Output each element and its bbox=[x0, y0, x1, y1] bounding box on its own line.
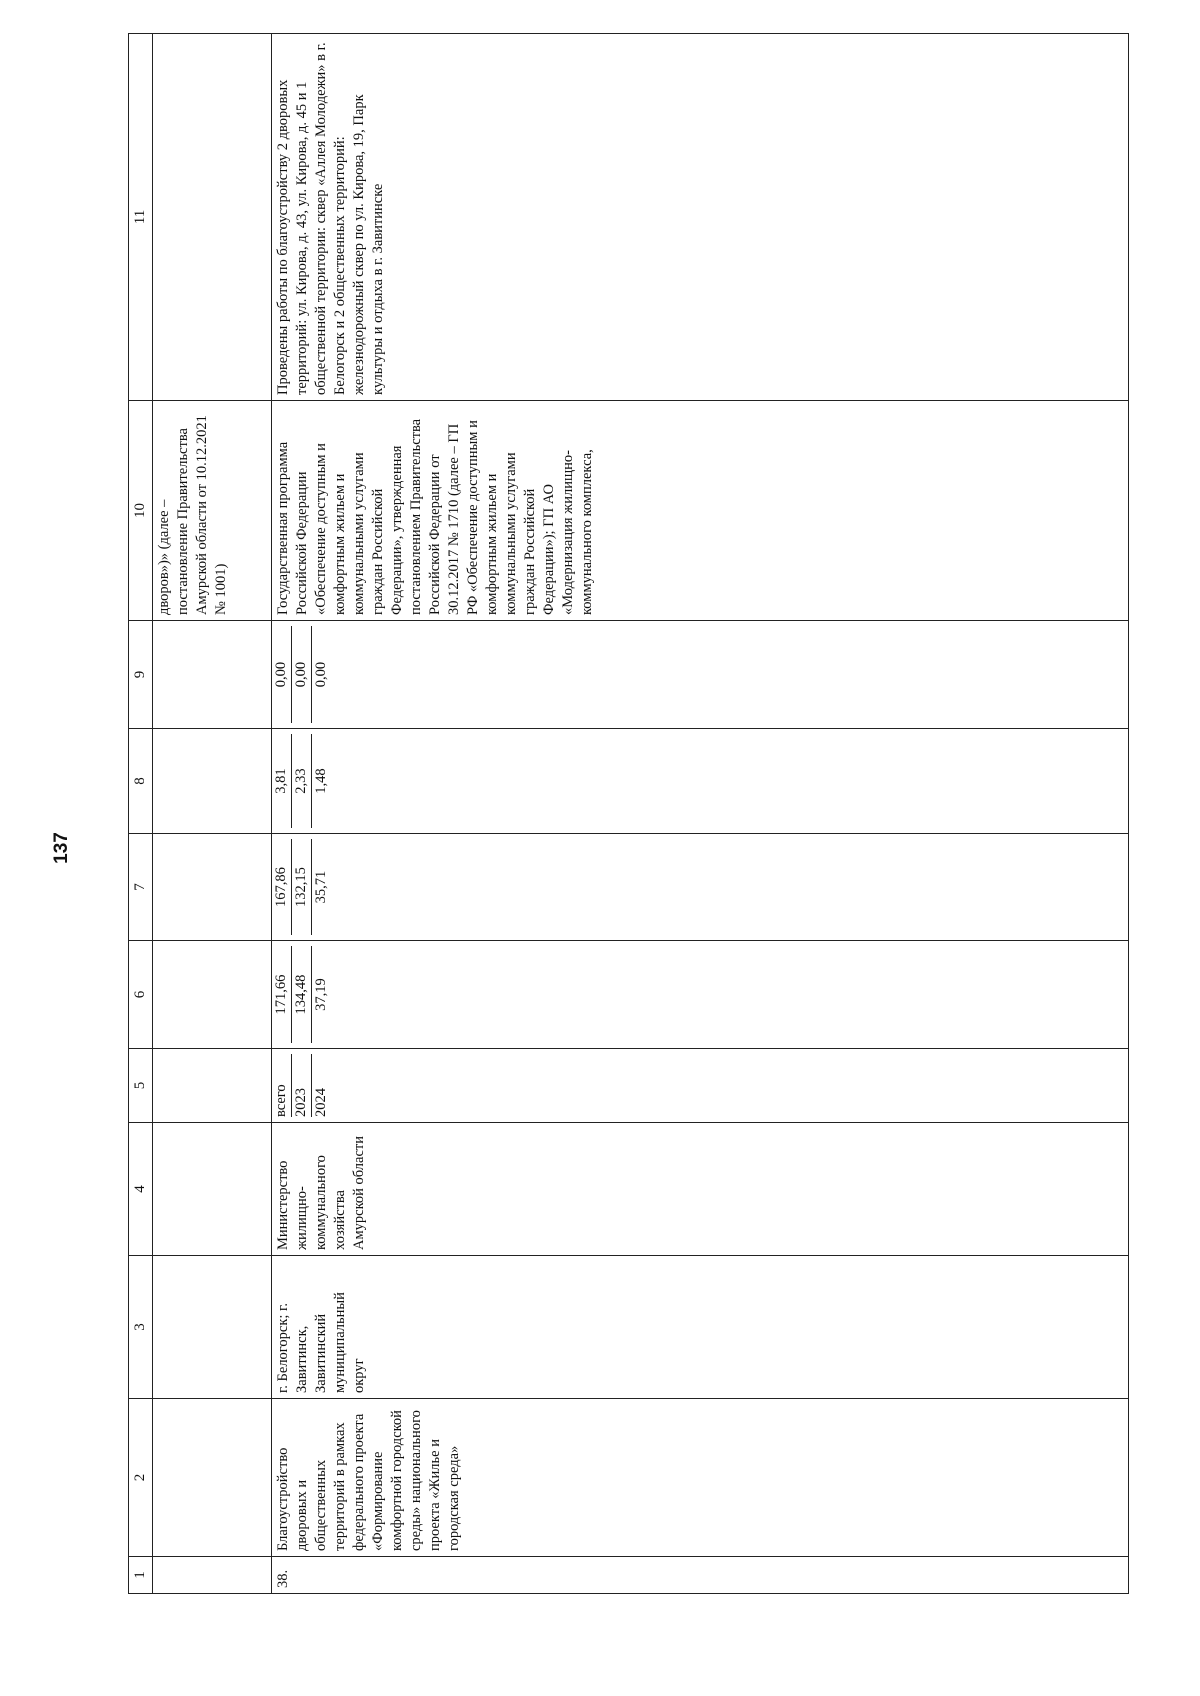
col7-cell bbox=[272, 834, 1129, 941]
col9-cell bbox=[272, 621, 1129, 729]
cont-cell-3 bbox=[153, 1256, 272, 1399]
header-cell-9: 9 bbox=[129, 621, 153, 729]
col8-total: 3,81 bbox=[272, 734, 292, 828]
years-list bbox=[272, 1054, 331, 1117]
col8-2024: 1,48 bbox=[313, 768, 329, 794]
col9-values bbox=[272, 626, 331, 723]
cont-cell-8 bbox=[153, 729, 272, 834]
cont-cell-7 bbox=[153, 834, 272, 941]
event-name: Благоустройство дворовых и общественных территорий в рамках федерального проекта «Формирование комфортной городской среды» национального проекта «Жилье и городская среда» bbox=[272, 1399, 1129, 1557]
header-cell-5: 5 bbox=[129, 1049, 153, 1123]
cont-cell-4 bbox=[153, 1123, 272, 1256]
year-2023: 2023 bbox=[292, 1054, 312, 1117]
location: г. Белогорск; г. Завитинск, Завитинский муниципальный округ bbox=[272, 1256, 1129, 1399]
result-description: Проведены работы по благоустройству 2 дворовых территорий: ул. Кирова, д. 43, ул. Кирова, д. 45 и 1 общественной территории: сквер «Аллея Молодежи» в г. Белогорск и 2 общественных территорий: железнодорожный сквер по ул. Кирова, 19, Парк культуры и отдыха в г. Завитинске bbox=[272, 34, 1129, 401]
program-reference: Государственная программа Российской Федерации «Обеспечение доступным и комфортным жильем и коммунальными услугами граждан Российской Федерации», утвержденная постановлением Правительства Российской Федерации от 30.12.2017 № 1710 (далее – ГП РФ «Обеспечение доступным и комфортным жильем и коммунальными услугами граждан Российской Федерации»); ГП АО «Модернизация жилищно-коммунального комплекса, bbox=[272, 401, 1129, 621]
col7-2023: 132,15 bbox=[292, 839, 312, 935]
cont-cell-1 bbox=[153, 1557, 272, 1594]
col8-cell bbox=[272, 729, 1129, 834]
col6-2024: 37,19 bbox=[313, 978, 329, 1011]
col6-total: 171,66 bbox=[272, 946, 292, 1043]
executor: Министерство жилищно-коммунального хозяйства Амурской области bbox=[272, 1123, 1129, 1256]
program-table bbox=[128, 33, 1129, 1594]
cont-cell-6 bbox=[153, 941, 272, 1049]
col9-2023: 0,00 bbox=[292, 626, 312, 723]
col6-cell bbox=[272, 941, 1129, 1049]
continuation-row bbox=[153, 34, 272, 1594]
col9-2024: 0,00 bbox=[313, 661, 329, 688]
table-row-38 bbox=[272, 34, 1129, 1594]
page-number: 137 bbox=[51, 832, 72, 864]
header-cell-6: 6 bbox=[129, 941, 153, 1049]
cont-cell-5 bbox=[153, 1049, 272, 1123]
header-cell-3: 3 bbox=[129, 1256, 153, 1399]
col7-total: 167,86 bbox=[272, 839, 292, 935]
header-cell-8: 8 bbox=[129, 729, 153, 834]
col8-values bbox=[272, 734, 331, 828]
year-total: всего bbox=[272, 1054, 292, 1117]
year-2024: 2024 bbox=[313, 1088, 329, 1117]
header-cell-10: 10 bbox=[129, 401, 153, 621]
col7-values bbox=[272, 839, 331, 935]
cont-cell-2 bbox=[153, 1399, 272, 1557]
col6-2023: 134,48 bbox=[292, 946, 312, 1043]
years-cell bbox=[272, 1049, 1129, 1123]
header-cell-4: 4 bbox=[129, 1123, 153, 1256]
cont-cell-9 bbox=[153, 621, 272, 729]
col6-values bbox=[272, 946, 331, 1043]
cont-cell-10-text: дворов»)» (далее – постановление Правительства Амурской области от 10.12.2021 № 1001) bbox=[153, 401, 272, 621]
cont-cell-11 bbox=[153, 34, 272, 401]
header-cell-1: 1 bbox=[129, 1557, 153, 1594]
header-row bbox=[129, 34, 153, 1594]
col7-2024: 35,71 bbox=[313, 870, 329, 904]
header-cell-7: 7 bbox=[129, 834, 153, 941]
header-cell-2: 2 bbox=[129, 1399, 153, 1557]
col9-total: 0,00 bbox=[272, 626, 292, 723]
row-number: 38. bbox=[272, 1557, 1129, 1594]
rotated-table-wrapper bbox=[128, 34, 1129, 1594]
col8-2023: 2,33 bbox=[292, 734, 312, 828]
header-cell-11: 11 bbox=[129, 34, 153, 401]
